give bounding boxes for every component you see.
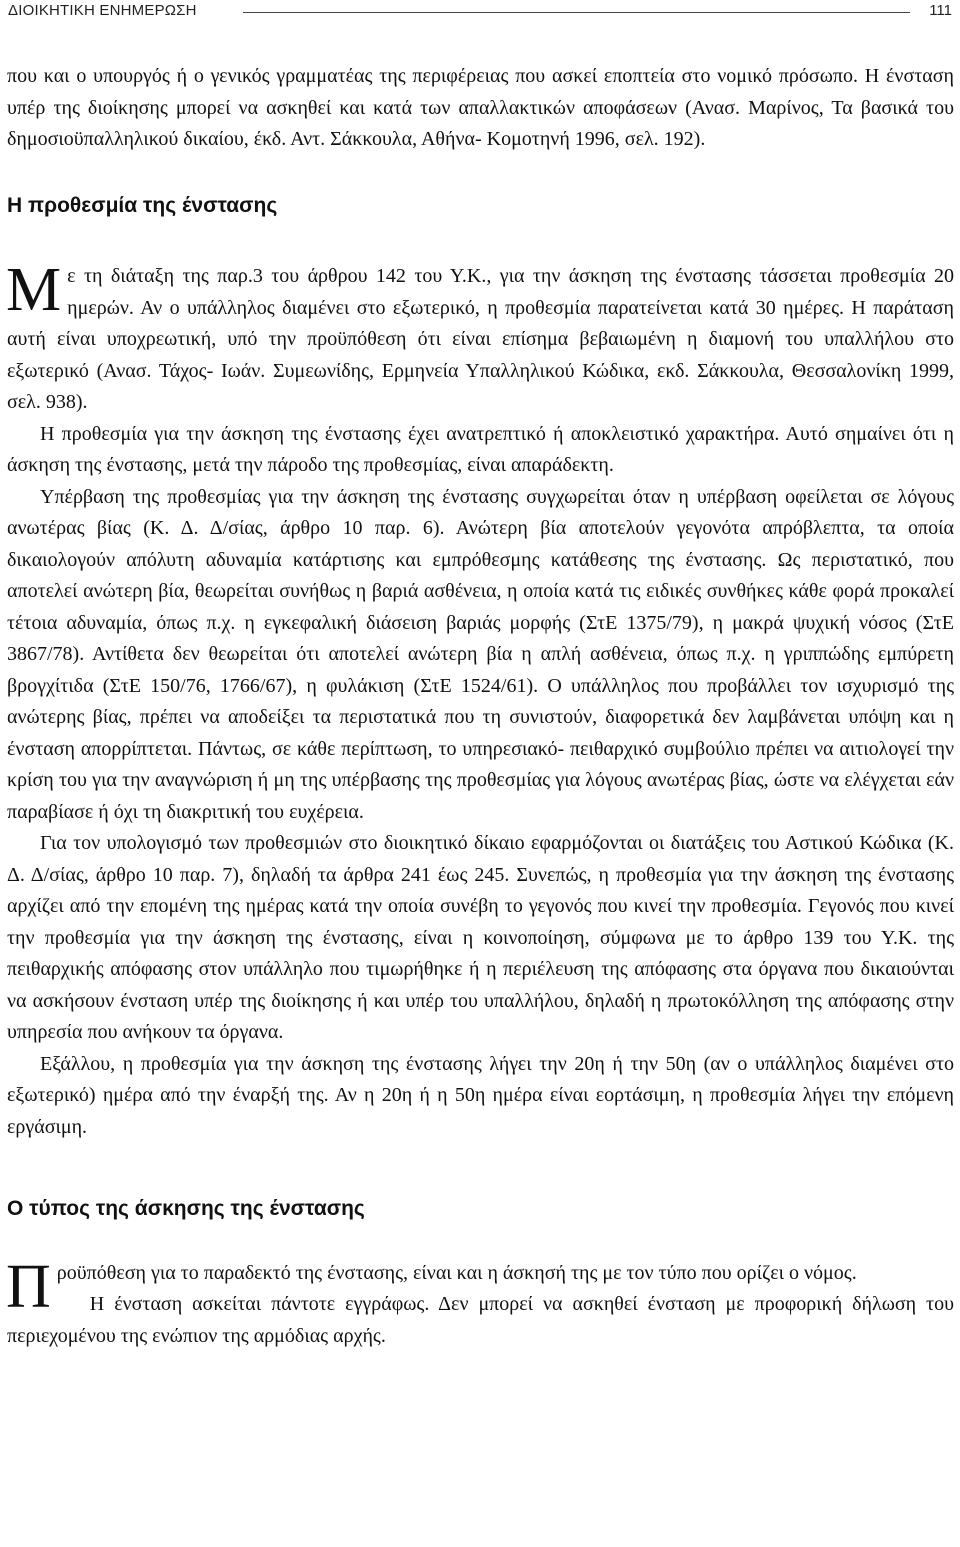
header-rule <box>243 12 910 13</box>
dropcap-letter: Π <box>6 1252 51 1321</box>
section2-first-paragraph-text: ροϋπόθεση για το παραδεκτό της ένστασης, είναι και η άσκησή της με τον τύπο που ορίζει ο νόμος. <box>56 1261 857 1284</box>
paragraph: Η ένσταση ασκείται πάντοτε εγγράφως. Δεν μπορεί να ασκηθεί ένσταση με προφορική δήλωση του περιεχομένου της ενώπιον της αρμόδιας αρχής. <box>7 1293 954 1347</box>
running-header <box>7 0 954 40</box>
section1-first-paragraph <box>6 256 954 419</box>
paragraph: Η προθεσμία για την άσκηση της ένστασης έχει ανατρεπτικό ή αποκλειστικό χαρακτήρα. Αυτό σημαίνει ότι η άσκηση της ένστασης, μετά την πάροδο της προθεσμίας, είναι απαράδεκτη. <box>7 422 954 476</box>
paragraph: Εξάλλου, η προθεσμία για την άσκηση της ένστασης λήγει την 20η ή την 50η (αν ο υπάλληλος διαμένει στο εξωτερικό) ημέρα από την έναρξή της. Αν η 20η ή η 50η ημέρα είναι εορτάσιμη, η προθεσμία λήγει την επόμενη εργάσιμη. <box>7 1052 954 1138</box>
section-heading-deadline: Η προθεσμία της ένστασης <box>7 193 278 217</box>
section1-first-paragraph-text: ε τη διάταξη της παρ.3 του άρθρου 142 του Υ.Κ., για την άσκηση της ένστασης τάσσεται προθεσμία 20 ημερών. Αν ο υπάλληλος διαμένει στο εξωτερικό, η προθεσμία παρατείνεται κατά 30 ημέρες. Η παράταση αυτή είναι υποχρεωτική, υπό την προϋπόθεση ότι είναι επίσημα βεβαιωμένη η διαμονή του υπαλλήλου στο εξωτερικό (Ανασ. Τάχος- Ιωάν. Συμεωνίδης, Ερμηνεία Υπαλληλικού Κώδικα, εκδ. Σάκκουλα, Θεσσαλονίκη 1999, σελ. 938). <box>7 265 954 413</box>
paragraph: Υπέρβαση της προθεσμίας για την άσκηση της ένστασης συγχωρείται όταν η υπέρβαση οφείλεται σε λόγους ανωτέρας βίας (Κ. Δ. Δ/σίας, άρθρο 10 παρ. 6). Ανώτερη βία αποτελούν γεγονότα απρόβλεπτα, τα οποία δικαιολογούν απόλυτη αδυναμία κατάρτισης και εμπρόθεσμης κατάθεσης της ένστασης. Ως περιστατικό, που αποτελεί ανώτερη βία, θεωρείται συνήθως η βαριά ασθένεια, η οποία κατά τις ειδικές συνθήκες κάθε φορά προκαλεί τέτοια αδυναμία, όπως π.χ. η εγκεφαλική διάσειση βαριάς μορφής (ΣτΕ 1375/79), η μακρά ψυχική νόσος (ΣτΕ 3867/78). Αντίθετα δεν θεωρείται ότι αποτελεί ανώτερη βία η απλή ασθένεια, όπως π.χ. η γριππώδης εμπύρετη βρογχίτιδα (ΣτΕ 150/76, 1766/67), η φυλάκιση (ΣτΕ 1524/61). Ο υπάλληλος που προβάλλει τον ισχυρισμό της ανώτερης βίας, πρέπει να αποδείξει τα περιστατικά που τη συνιστούν, διαφορετικά δεν λαμβάνεται υπόψη και η ένσταση απορρίπτεται. Πάντως, σε κάθε περίπτωση, το υπηρεσιακό- πειθαρχικό συμβούλιο πρέπει να αιτιολογεί την κρίση του για την αναγνώριση ή μη της υπέρβασης της προθεσμίας για λόγους ανωτέρας βίας, ώστε να ελέγχεται εάν παραβίασε ή όχι τη διακριτική του ευχέρεια. <box>7 485 954 823</box>
running-title: ΔΙΟΙΚΗΤΙΚΗ ΕΝΗΜΕΡΩΣΗ <box>8 2 197 19</box>
paragraph: Για τον υπολογισμό των προθεσμιών στο διοικητικό δίκαιο εφαρμόζονται οι διατάξεις του Αστικού Κώδικα (Κ. Δ. Δ/σίας, άρθρο 10 παρ. 7), δηλαδή τα άρθρα 241 έως 245. Συνεπώς, η προθεσμία για την άσκηση της ένστασης αρχίζει από την επομένη της ημέρας κατά την οποία συνέβη το γεγονός που κινεί την προθεσμία. Γεγονός που κινεί την προθεσμία για την άσκηση της ένστασης, είναι η κοινοποίηση, σύμφωνα με το άρθρο 139 του Υ.Κ. της πειθαρχικής απόφασης στον υπάλληλο που τιμωρήθηκε ή η περιέλευση της απόφασης στα όργανα που δικαιούνται να ασκήσουν ένσταση υπέρ της διοίκησης ή και υπέρ του υπαλλήλου, δηλαδή η πρωτοκόλληση της απόφασης στην υπηρεσία που ανήκουν τα όργανα. <box>7 832 954 1043</box>
page-number: 111 <box>929 2 952 19</box>
body-text <box>7 61 954 1352</box>
section-heading-form: Ο τύπος της άσκησης της ένστασης <box>7 1197 365 1220</box>
intro-paragraph: που και ο υπουργός ή ο γενικός γραμματέας της περιφέρειας που ασκεί εποπτεία στο νομικό πρόσωπο. Η ένσταση υπέρ της διοίκησης μπορεί να ασκηθεί και κατά των απαλλακτικών αποφάσεων (Ανασ. Μαρίνος, Τα βασικά του δημοσιοϋπαλληλικού δικαίου, έκδ. Αντ. Σάκκουλα, Αθήνα- Κομοτηνή 1996, σελ. 192). <box>7 65 954 150</box>
dropcap-letter: Μ <box>6 256 62 324</box>
